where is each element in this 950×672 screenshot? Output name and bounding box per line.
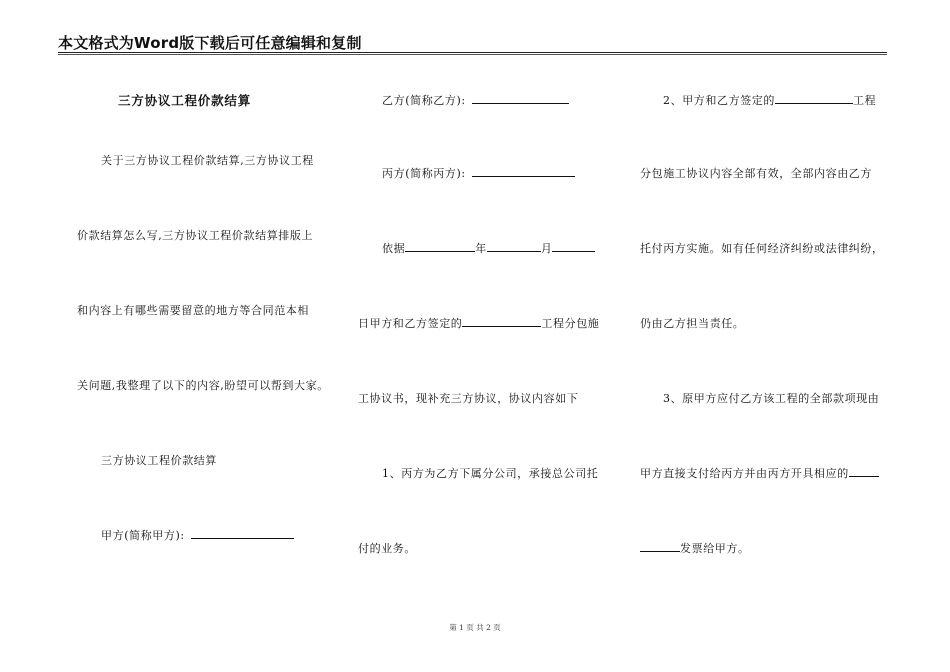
- item2-text-b: 工程: [853, 94, 877, 107]
- item2-line-1: [663, 94, 876, 108]
- party-c-line: [382, 167, 575, 181]
- item3-line-3: [640, 542, 750, 556]
- header-rule-thick: [58, 52, 887, 53]
- item2-project-blank: [775, 94, 853, 104]
- header-rule-thin: [58, 54, 887, 55]
- intro-line-1: 关于三方协议工程价款结算,三方协议工程: [101, 154, 314, 167]
- contract-text-b: 工程分包施: [541, 317, 600, 330]
- basis-label: 依据: [382, 242, 406, 255]
- month-blank: [552, 242, 595, 252]
- party-a-label: 甲方(简称甲方):: [101, 529, 185, 542]
- agreement-line: 工协议书，现补充三方协议，协议内容如下: [358, 392, 579, 405]
- item1-line-2: 付的业务。: [358, 542, 416, 555]
- item3-line-2: [640, 467, 879, 481]
- party-b-line: [382, 94, 569, 108]
- invoice-type-blank: [849, 467, 879, 477]
- party-c-blank: [472, 167, 575, 177]
- item3-text: 甲方直接支付给丙方并由丙方开具相应的: [640, 467, 849, 480]
- item2-line-4: 仍由乙方担当责任。: [640, 317, 745, 330]
- item1-line-1: 1、丙方为乙方下属分公司，承接总公司托: [382, 467, 599, 480]
- section-subtitle: 三方协议工程价款结算: [101, 454, 217, 467]
- contract-line: [358, 317, 599, 331]
- document-header: 本文格式为Word版下载后可任意编辑和复制: [58, 34, 362, 52]
- document-title: 三方协议工程价款结算: [118, 93, 252, 108]
- item2-line-3: 托付丙方实施。如有任何经济纠纷或法律纠纷，: [640, 242, 884, 255]
- intro-line-3: 和内容上有哪些需要留意的地方等合同范本相: [77, 304, 309, 317]
- item3-line-1: 3、原甲方应付乙方该工程的全部款项现由: [663, 392, 880, 405]
- party-a-line: [101, 529, 294, 543]
- year-blank: [487, 242, 541, 252]
- item3-text-end: 发票给甲方。: [680, 542, 750, 555]
- invoice-type-blank-cont: [640, 542, 680, 552]
- page-number-footer: 第 1 页 共 2 页: [449, 623, 501, 632]
- item2-text-a: 2、甲方和乙方签定的: [663, 94, 775, 107]
- intro-line-4: 关问题,我整理了以下的内容,盼望可以帮到大家。: [77, 379, 329, 392]
- basis-line: [382, 242, 595, 256]
- item2-line-2: 分包施工协议内容全部有效，全部内容由乙方: [640, 167, 872, 180]
- party-b-blank: [472, 94, 569, 104]
- party-c-label: 丙方(简称丙方):: [382, 167, 466, 180]
- basis-blank: [405, 242, 475, 252]
- year-label: 年: [475, 242, 487, 255]
- party-b-label: 乙方(简称乙方):: [382, 94, 466, 107]
- intro-line-2: 价款结算怎么写,三方协议工程价款结算排版上: [77, 229, 314, 242]
- party-a-blank: [191, 529, 294, 539]
- contract-text-a: 日甲方和乙方签定的: [358, 317, 463, 330]
- month-label: 月: [540, 242, 553, 255]
- project-name-blank: [462, 317, 541, 327]
